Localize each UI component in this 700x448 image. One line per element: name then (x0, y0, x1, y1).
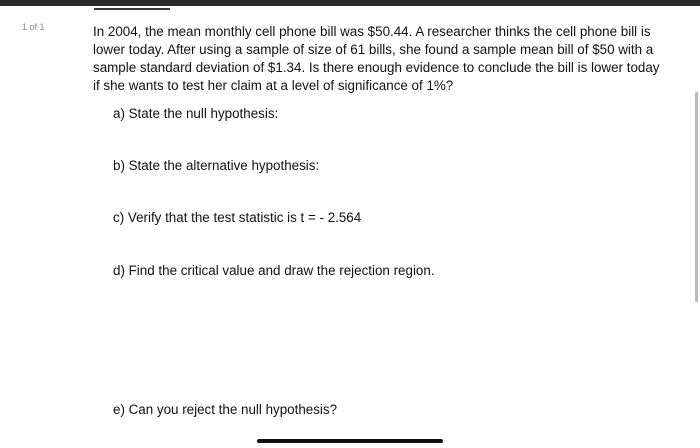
active-tab-indicator (94, 8, 170, 10)
problem-statement: In 2004, the mean monthly cell phone bill was $50.44. A researcher thinks the cell phone bill is lower today. After using a sample of size of 61 bills, she found a sample mean bill of $50 with a sample standard deviation of $1.34. Is there enough evidence to conclude the bill is lower today if she wants to test her claim at a level of significance of 1%? (93, 24, 660, 93)
question-a: a) State the null hypothesis: (113, 106, 279, 121)
page-indicator: 1 of 1 (22, 22, 45, 32)
question-b: b) State the alternative hypothesis: (113, 158, 320, 173)
home-indicator[interactable] (257, 439, 443, 443)
question-d: d) Find the critical value and draw the rejection region. (113, 263, 435, 278)
question-c: c) Verify that the test statistic is t = - 2.564 (113, 210, 362, 225)
question-e: e) Can you reject the null hypothesis? (113, 402, 338, 417)
vertical-scrollbar[interactable] (695, 92, 698, 302)
top-toolbar-bar (0, 0, 700, 6)
document-content (93, 23, 663, 95)
